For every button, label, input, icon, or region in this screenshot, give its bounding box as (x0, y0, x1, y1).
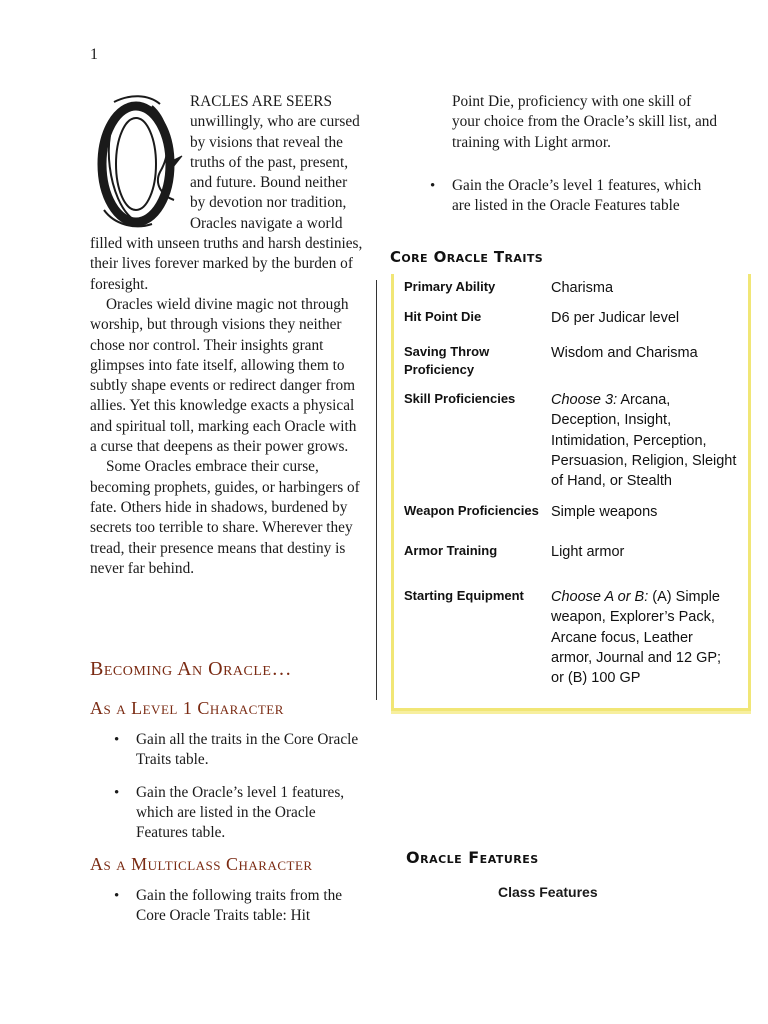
table-key: Weapon Proficiencies (404, 503, 539, 518)
multiclass-heading: As a Multiclass Character (90, 854, 313, 874)
table-key: Skill Proficiencies (404, 391, 516, 406)
table-key: Starting Equipment (404, 588, 524, 603)
intro-paragraph-2: Oracles wield divine magic not through worship, but through visions they neither chose nor control. Their insights grant glimpses into fate itself, allowing them to subtly shape events or redirect danger from allies. Yet this knowledge exacts a physical and spiritual toll, marking each Oracle with a curse that deepens as their power grows. (90, 295, 357, 456)
list-item: • Gain the Oracle’s level 1 features, which are listed in the Oracle Features table (452, 176, 722, 217)
oracle-features-heading: Oracle Features (406, 848, 539, 867)
intro-paragraph-1: RACLES ARE SEERS unwillingly, who are cursed by visions that reveal the truths of the past, present, and future. Bound neither by devotion nor tradition, Oracles navigate a world filled with unseen truths and harsh destinies, their lives forever marked by the burden of foresight. (90, 93, 363, 293)
level1-heading: As a Level 1 Character (90, 698, 284, 718)
table-value: Choose A or B: (A) Simple weapon, Explorer’s Pack, Arcane focus, Leather armor, Journal and 12 GP; or (B) 100 GP (551, 589, 722, 687)
core-traits-table (391, 274, 751, 711)
list-item: • Gain the Oracle’s level 1 features, which are listed in the Oracle Features table. (136, 783, 366, 844)
dropcap-letter: O (90, 92, 91, 93)
class-features-subheading: Class Features (498, 884, 598, 900)
table-value: D6 per Judicar level (551, 310, 680, 326)
column-divider (376, 280, 377, 700)
page-number: 1 (90, 46, 98, 63)
dropcap-ornament (90, 92, 190, 234)
table-value: Light armor (551, 544, 625, 560)
table-value: Charisma (551, 280, 614, 296)
table-key: Armor Training (404, 543, 498, 558)
intro-text (90, 92, 366, 579)
intro-paragraph-3: Some Oracles embrace their curse, becoming prophets, guides, or harbingers of fate. Others hide in shadows, burdened by secrets too terrible to share. Wherever they tread, their presence means that destiny is never far behind. (90, 458, 360, 577)
table-key: Hit Point Die (404, 309, 482, 324)
multiclass-list (136, 886, 366, 939)
becoming-heading: Becoming An Oracle… (90, 658, 292, 680)
col2-continued-text: Point Die, proficiency with one skill of your choice from the Oracle’s skill list, and training with Light armor. (452, 93, 718, 151)
table-value: Simple weapons (551, 504, 658, 520)
level1-list (136, 730, 366, 855)
col2-list (452, 176, 722, 229)
table-value: Wisdom and Charisma (551, 345, 698, 361)
table-key: Primary Ability (404, 279, 496, 294)
list-item: • Gain the following traits from the Core Oracle Traits table: Hit (136, 886, 366, 927)
table-key: Saving Throw Proficiency (404, 344, 490, 377)
core-traits-heading: Core Oracle Traits (390, 248, 544, 266)
list-item: • Gain all the traits in the Core Oracle Traits table. (136, 730, 366, 771)
table-value: Choose 3: Arcana, Deception, Insight, Intimidation, Perception, Persuasion, Religion, Sleight of Hand, or Stealth (551, 392, 737, 490)
